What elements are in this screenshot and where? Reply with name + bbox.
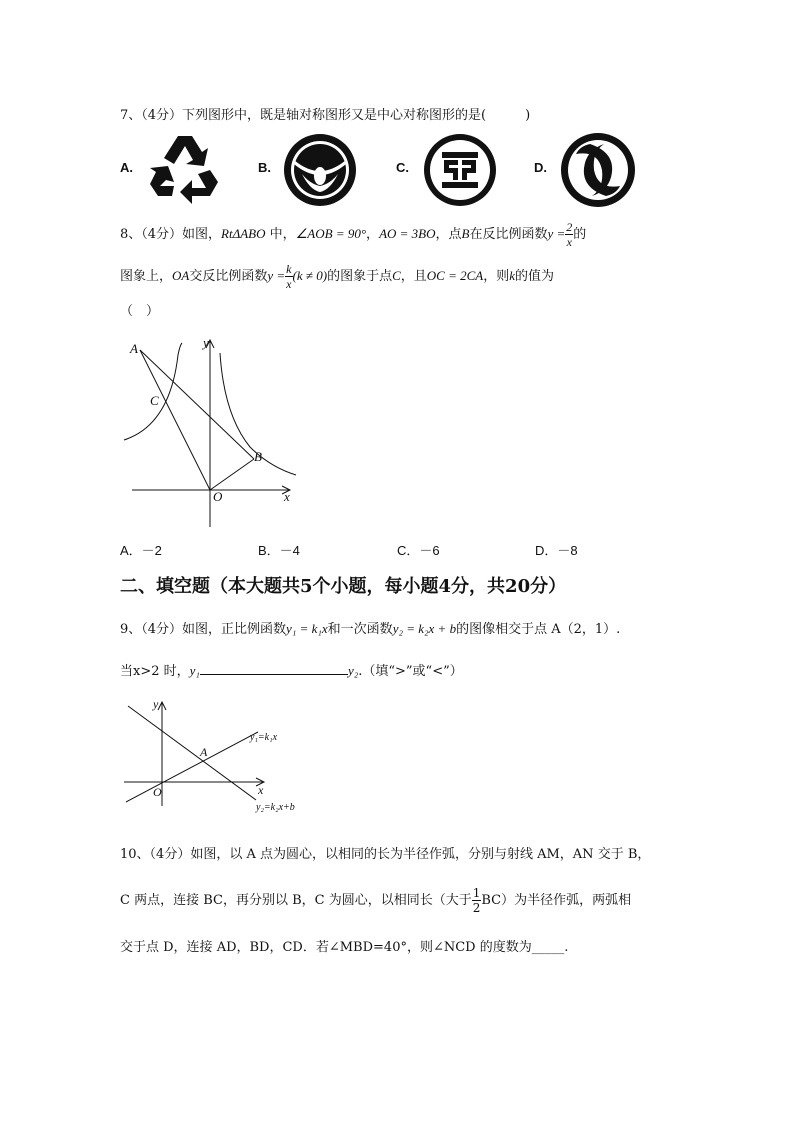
q8-line-1 xyxy=(120,220,586,249)
q8-graph xyxy=(120,335,310,535)
q10-half-fraction xyxy=(472,886,482,915)
q7-option-d[interactable] xyxy=(534,130,644,210)
label-y1-line: y₁=k₁x xyxy=(250,732,278,743)
label-o: O xyxy=(153,785,162,799)
q8-text: 的值为 xyxy=(515,269,555,284)
q7-option-b[interactable] xyxy=(258,130,368,210)
curve-k-over-x xyxy=(124,343,182,440)
q8-k: k xyxy=(509,268,516,283)
q9-text: 9、（4分）如图，正比例函数 xyxy=(120,622,287,637)
q8-option-c[interactable]: C．－6 xyxy=(397,543,440,558)
bank-coin-emblem-icon xyxy=(420,130,500,210)
q8-text: ，且 xyxy=(400,269,427,284)
label-a: A xyxy=(130,341,138,356)
fraction-numerator: 2 xyxy=(566,220,573,234)
q9-function-1: y₁ = k₁x xyxy=(286,621,328,636)
label-y: y xyxy=(153,697,159,711)
swirl-emblem-icon xyxy=(558,130,638,210)
fraction-denominator: x xyxy=(566,235,572,249)
label-c: C xyxy=(150,393,159,408)
q8-point-c: C xyxy=(392,268,401,283)
q8-text: 在反比例函数 xyxy=(469,227,548,242)
q9-graph xyxy=(120,696,320,818)
q8-text: 的 xyxy=(573,227,587,242)
q10-line-2 xyxy=(120,886,631,915)
q8-text: ， xyxy=(366,227,380,242)
q10-line-1: 10、（4分）如图，以 A 点为圆心，以相同的长为半径作弧，分别与射线 AM，AN 交于 B， xyxy=(120,847,651,862)
q8-text: 中， xyxy=(265,227,296,242)
q10-text: BC）为半径作弧，两弧相 xyxy=(481,893,632,908)
q8-prefix: 8、（4分）如图， xyxy=(120,227,222,242)
q9-text: .（填“>”或“<”） xyxy=(358,664,463,679)
label-b: B xyxy=(254,449,262,464)
q9-line-1 xyxy=(120,618,620,637)
q8-line-2 xyxy=(120,262,554,291)
option-label: B. xyxy=(258,160,271,175)
q8-ratio: AO = 3BO xyxy=(379,226,436,241)
q8-text: 图象上， xyxy=(120,269,173,284)
segment-ob xyxy=(210,459,254,490)
fraction-denominator: 2 xyxy=(472,901,481,915)
q9-text: 当x>2 时， xyxy=(120,664,190,679)
q8-func2-lhs: y = xyxy=(267,268,286,283)
label-y2-line: y₂=k₂x+b xyxy=(256,802,295,813)
q7-stem: 7、（4分）下列图形中，既是轴对称图形又是中心对称图形的是( ) xyxy=(120,108,531,123)
q8-option-b[interactable]: B．－4 xyxy=(258,543,300,558)
label-x: x xyxy=(284,489,290,504)
q7-options xyxy=(120,130,640,210)
section-heading: 二、填空题（本大题共5个小题，每小题4分，共20分） xyxy=(120,576,567,597)
fraction-denominator: x xyxy=(286,277,292,291)
q8-text: ，点 xyxy=(435,227,462,242)
q8-answer-paren: （ ） xyxy=(120,304,160,319)
q8-func2-fraction xyxy=(285,262,292,291)
q8-option-a[interactable]: A．－2 xyxy=(120,543,162,558)
line-y1 xyxy=(126,732,258,802)
q8-point-b: B xyxy=(461,226,470,241)
circle-wheat-emblem-icon xyxy=(280,130,360,210)
q8-triangle: RtΔABO xyxy=(221,226,266,241)
segment-oa xyxy=(140,350,210,490)
q8-angle: ∠AOB = 90° xyxy=(295,226,367,241)
option-label: D. xyxy=(534,160,547,175)
q10-text: C 两点，连接 BC，再分别以 B，C 为圆心，以相同长（大于 xyxy=(120,893,472,908)
q8-segment-oa: OA xyxy=(172,268,190,283)
label-y: y xyxy=(203,335,209,350)
q9-line-2 xyxy=(120,660,463,679)
q9-answer-blank[interactable] xyxy=(200,674,348,675)
q8-text: 的图象于点 xyxy=(327,269,393,284)
option-label: A. xyxy=(120,160,133,175)
q9-text: 和一次函数 xyxy=(327,622,393,637)
fraction-numerator: 1 xyxy=(472,886,481,900)
q8-option-d[interactable]: D．－8 xyxy=(535,543,578,558)
q8-text: ，则 xyxy=(483,269,510,284)
line-y2 xyxy=(128,706,256,800)
option-label: C. xyxy=(396,160,409,175)
q8-func2-condition: (k ≠ 0) xyxy=(292,268,328,283)
q7-option-a[interactable] xyxy=(120,130,230,210)
fraction-numerator: k xyxy=(286,262,292,276)
label-a: A xyxy=(200,745,208,759)
q9-y2: y₂ xyxy=(347,663,359,678)
label-o: O xyxy=(213,489,223,504)
q7-option-c[interactable] xyxy=(396,130,506,210)
label-x: x xyxy=(258,783,264,797)
q8-text: 交反比例函数 xyxy=(189,269,268,284)
q8-func1-lhs: y = xyxy=(547,226,566,241)
q9-function-2: y₂ = k₂x + b xyxy=(392,621,457,636)
recycle-icon xyxy=(144,130,224,210)
q10-line-3: 交于点 D，连接 AD，BD，CD．若∠MBD=40°，则∠NCD 的度数为_____. xyxy=(120,940,569,955)
q8-oc-relation: OC = 2CA xyxy=(426,268,484,283)
q9-y1: y₁ xyxy=(189,663,200,678)
q9-text: 的图像相交于点 A（2，1）. xyxy=(456,622,621,637)
